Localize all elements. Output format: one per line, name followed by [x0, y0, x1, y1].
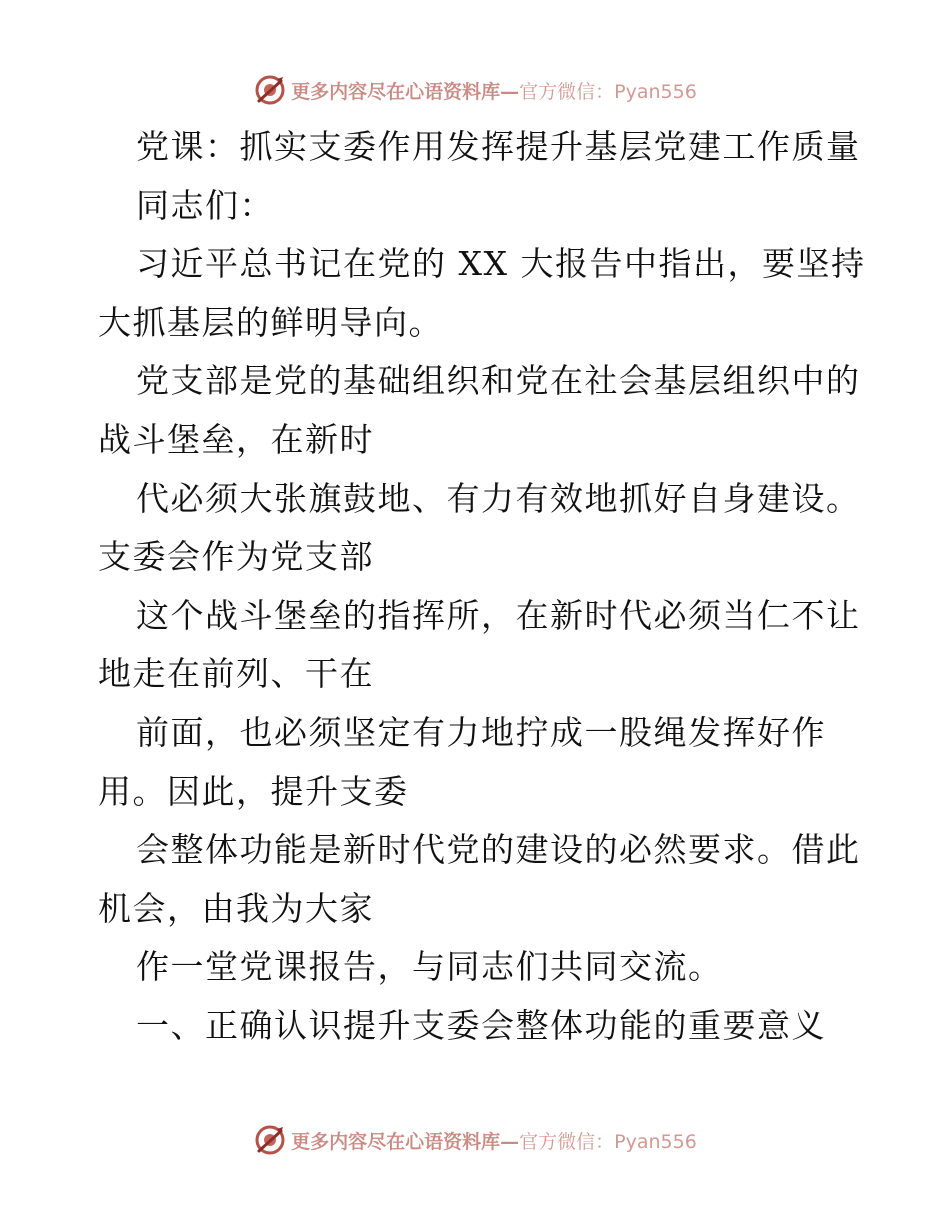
document-title: 党课：抓实支委作用发挥提升基层党建工作质量: [136, 127, 861, 166]
section-heading: 一、正确认识提升支委会整体功能的重要意义: [136, 1005, 826, 1045]
paragraph-line: 会整体功能是新时代党的建设的必然要求。借此: [136, 830, 861, 870]
header-watermark: [0, 70, 950, 110]
footer-watermark: [0, 1120, 950, 1160]
document-body: [98, 118, 866, 1056]
paragraph-line: 用。因此，提升支委: [98, 771, 409, 811]
brand-logo-icon: [253, 73, 287, 107]
paragraph-line: 机会，由我为大家: [98, 888, 374, 928]
paragraph-line: 前面，也必须坚定有力地拧成一股绳发挥好作: [136, 712, 826, 752]
header-brand-text: 更多内容尽在心语资料库—: [291, 80, 520, 103]
footer-brand-text: 更多内容尽在心语资料库—: [291, 1130, 520, 1153]
paragraph-line: 战斗堡垒，在新时: [98, 419, 374, 459]
paragraph-line: 党支部是党的基础组织和党在社会基层组织中的: [136, 361, 861, 401]
paragraph-line: 习近平总书记在党的 XX 大报告中指出，要坚持: [136, 244, 866, 284]
header-wechat-text: 官方微信：Pyan556: [519, 80, 697, 103]
paragraph-line: 地走在前列、干在: [98, 654, 374, 694]
paragraph-line: 这个战斗堡垒的指挥所，在新时代必须当仁不让: [136, 595, 861, 635]
brand-logo-icon: [253, 1123, 287, 1157]
paragraph-line: 支委会作为党支部: [98, 537, 374, 577]
paragraph-line: 大抓基层的鲜明导向。: [98, 302, 443, 342]
paragraph-line: 作一堂党课报告，与同志们共同交流。: [136, 947, 723, 987]
salutation: 同志们：: [136, 185, 274, 225]
paragraph-line: 代必须大张旗鼓地、有力有效地抓好自身建设。: [136, 478, 861, 518]
footer-wechat-text: 官方微信：Pyan556: [519, 1130, 697, 1153]
